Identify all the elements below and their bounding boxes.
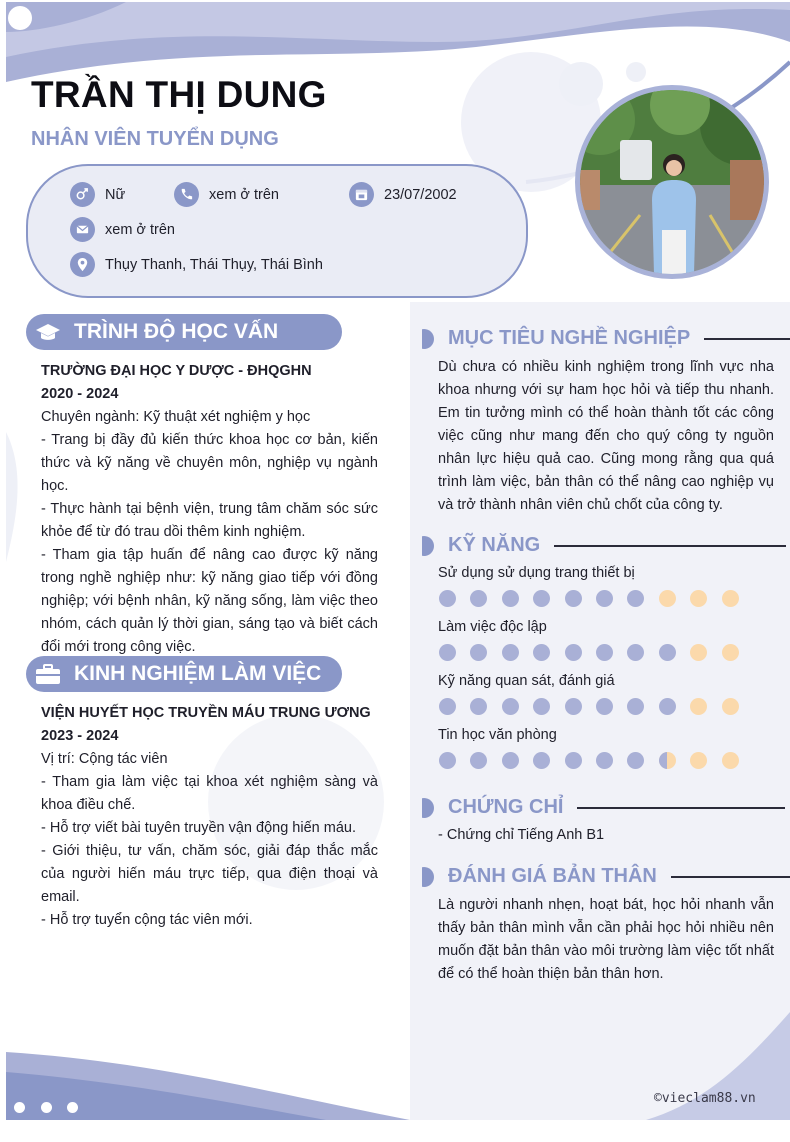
skill-rating	[439, 698, 753, 715]
skill-dot	[470, 752, 487, 769]
skill-dot	[533, 590, 550, 607]
address-value: Thụy Thanh, Thái Thụy, Thái Bình	[105, 256, 323, 273]
skill-dot	[627, 752, 644, 769]
skill-dot	[439, 590, 456, 607]
calendar-icon	[349, 182, 374, 207]
phone-value: xem ở trên	[209, 186, 279, 203]
skill-dot	[596, 698, 613, 715]
contact-address	[70, 252, 323, 277]
heading-divider	[554, 545, 786, 547]
skill-dot	[596, 644, 613, 661]
skill-dot	[596, 752, 613, 769]
half-circle-marker	[422, 798, 434, 818]
education-block	[41, 360, 378, 659]
skills-heading: KỸ NĂNG	[448, 534, 541, 556]
skill-dot	[659, 698, 676, 715]
candidate-name: TRẦN THỊ DUNG	[31, 74, 327, 115]
experience-position: Vị trí: Cộng tác viên	[41, 751, 168, 767]
experience-block	[41, 702, 378, 932]
skills-heading-row	[422, 534, 786, 557]
self-assessment-heading-row	[422, 865, 790, 888]
skill-dot	[659, 590, 676, 607]
experience-heading: KINH NGHIỆM LÀM VIỆC	[74, 662, 322, 685]
skill-dot	[722, 698, 739, 715]
objective-heading: MỤC TIÊU NGHỀ NGHIỆP	[448, 327, 691, 349]
skill-dot	[533, 698, 550, 715]
skill-dot	[627, 590, 644, 607]
skill-dot	[659, 644, 676, 661]
skill-dot	[690, 590, 707, 607]
half-circle-marker	[422, 329, 434, 349]
experience-point: - Hỗ trợ viết bài tuyên truyền vận động hiến máu.	[41, 820, 356, 836]
company-name: VIỆN HUYẾT HỌC TRUYỀN MÁU TRUNG ƯƠNG	[41, 705, 371, 721]
contact-gender	[70, 182, 125, 207]
heading-divider	[704, 338, 790, 340]
certificate-item: - Chứng chỉ Tiếng Anh B1	[438, 827, 605, 843]
school-name: TRƯỜNG ĐẠI HỌC Y DƯỢC - ĐHQGHN	[41, 363, 312, 379]
watermark: ©vieclam88.vn	[654, 1091, 756, 1106]
birthday-value: 23/07/2002	[384, 186, 457, 203]
email-value: xem ở trên	[105, 221, 175, 238]
half-circle-marker	[422, 536, 434, 556]
education-point: - Trang bị đầy đủ kiến thức khoa học cơ bản, kiến thức và kỹ năng về chuyên môn, nghiệp vụ ngành học.	[41, 432, 378, 494]
experience-point: - Giới thiệu, tư vấn, chăm sóc, giải đáp thắc mắc của người hiến máu trực tiếp, qua điện thoại và email.	[41, 843, 378, 905]
gender-value: Nữ	[105, 186, 126, 203]
education-point: - Tham gia tập huấn để nâng cao được kỹ năng trong nghề nghiệp như: kỹ năng giao tiếp với đồng nghiệp; với bệnh nhân, kỹ năng sống, làm việc theo nhóm, cách quản lý thời gian, sáng tạo và biết cách đổi mới trong công việc.	[41, 547, 378, 655]
skill-name: Làm việc độc lập	[438, 619, 547, 635]
phone-icon	[174, 182, 199, 207]
skill-dot	[439, 698, 456, 715]
skill-dot	[722, 752, 739, 769]
skill-dot	[439, 644, 456, 661]
self-assessment-text: Là người nhanh nhẹn, hoạt bát, học hỏi nhanh vẫn thấy bản thân mình vẫn cần phải học hỏi nhiều nên muốn đặt bản thân vào môi trường làm việc tốt nhất để có thể hoàn thiện bản thân hơn.	[438, 897, 774, 982]
decorative-dot	[41, 1102, 52, 1113]
skill-dot	[470, 698, 487, 715]
experience-point: - Hỗ trợ tuyển cộng tác viên mới.	[41, 912, 253, 928]
objective-text: Dù chưa có nhiều kinh nghiệm trong lĩnh vực nha khoa nhưng với sự ham học hỏi và tiếp thu nhanh. Em tin tưởng mình có thể hoàn thành tốt các công việc cũng như mang đến cho quý công ty nguồn nhân lực hiệu quả cao. Cũng mong rằng qua quá trình làm việc, bản thân có thể nâng cao nghiệp vụ và trở thành nhân viên chủ chốt của công ty.	[438, 359, 774, 513]
decorative-dot	[14, 1102, 25, 1113]
education-heading: TRÌNH ĐỘ HỌC VẤN	[74, 320, 279, 343]
education-years: 2020 - 2024	[41, 386, 119, 402]
contact-birthday	[349, 182, 457, 207]
objective-heading-row	[422, 327, 790, 350]
email-icon	[70, 217, 95, 242]
education-major: Chuyên ngành: Kỹ thuật xét nghiệm y học	[41, 409, 311, 425]
skill-rating	[439, 644, 753, 661]
skill-dot	[690, 698, 707, 715]
skill-dot	[627, 698, 644, 715]
experience-years: 2023 - 2024	[41, 728, 119, 744]
education-point: - Thực hành tại bệnh viện, trung tâm chăm sóc sức khỏe để từ đó trau dồi thêm kinh nghiệm.	[41, 501, 378, 540]
profile-photo	[575, 85, 769, 279]
skill-dot	[439, 752, 456, 769]
skill-dot	[533, 644, 550, 661]
skill-name: Kỹ năng quan sát, đánh giá	[438, 673, 615, 689]
experience-point: - Tham gia làm việc tại khoa xét nghiệm sàng và khoa điều chế.	[41, 774, 378, 813]
skill-dot	[659, 752, 676, 769]
contact-email	[70, 217, 175, 242]
education-heading-bar	[26, 314, 342, 350]
skill-dot	[470, 590, 487, 607]
cv-page	[6, 2, 790, 1120]
self-assessment-heading: ĐÁNH GIÁ BẢN THÂN	[448, 865, 657, 887]
contact-phone	[174, 182, 279, 207]
skill-dot	[722, 590, 739, 607]
half-circle-marker	[422, 867, 434, 887]
decorative-dot	[67, 1102, 78, 1113]
graduation-cap-icon	[34, 318, 62, 346]
skill-dot	[627, 644, 644, 661]
heading-divider	[671, 876, 790, 878]
skill-rating	[439, 590, 753, 607]
briefcase-icon	[34, 660, 62, 688]
skill-dot	[502, 698, 519, 715]
certificates-heading: CHỨNG CHỈ	[448, 796, 564, 818]
job-title: NHÂN VIÊN TUYỂN DỤNG	[31, 128, 279, 150]
skill-dot	[596, 590, 613, 607]
skill-name: Sử dụng sử dụng trang thiết bị	[438, 565, 635, 581]
skill-dot	[470, 644, 487, 661]
skill-rating	[439, 752, 753, 769]
skill-dot	[690, 752, 707, 769]
skill-dot	[722, 644, 739, 661]
skill-dot	[565, 752, 582, 769]
location-pin-icon	[70, 252, 95, 277]
certificates-heading-row	[422, 796, 785, 819]
skill-dot	[502, 644, 519, 661]
skill-dot	[690, 644, 707, 661]
experience-heading-bar	[26, 656, 342, 692]
gender-icon	[70, 182, 95, 207]
skill-name: Tin học văn phòng	[438, 727, 557, 743]
heading-divider	[577, 807, 785, 809]
skill-dot	[565, 644, 582, 661]
skill-dot	[502, 752, 519, 769]
skill-dot	[565, 698, 582, 715]
skill-dot	[502, 590, 519, 607]
skill-dot	[533, 752, 550, 769]
skill-dot	[565, 590, 582, 607]
